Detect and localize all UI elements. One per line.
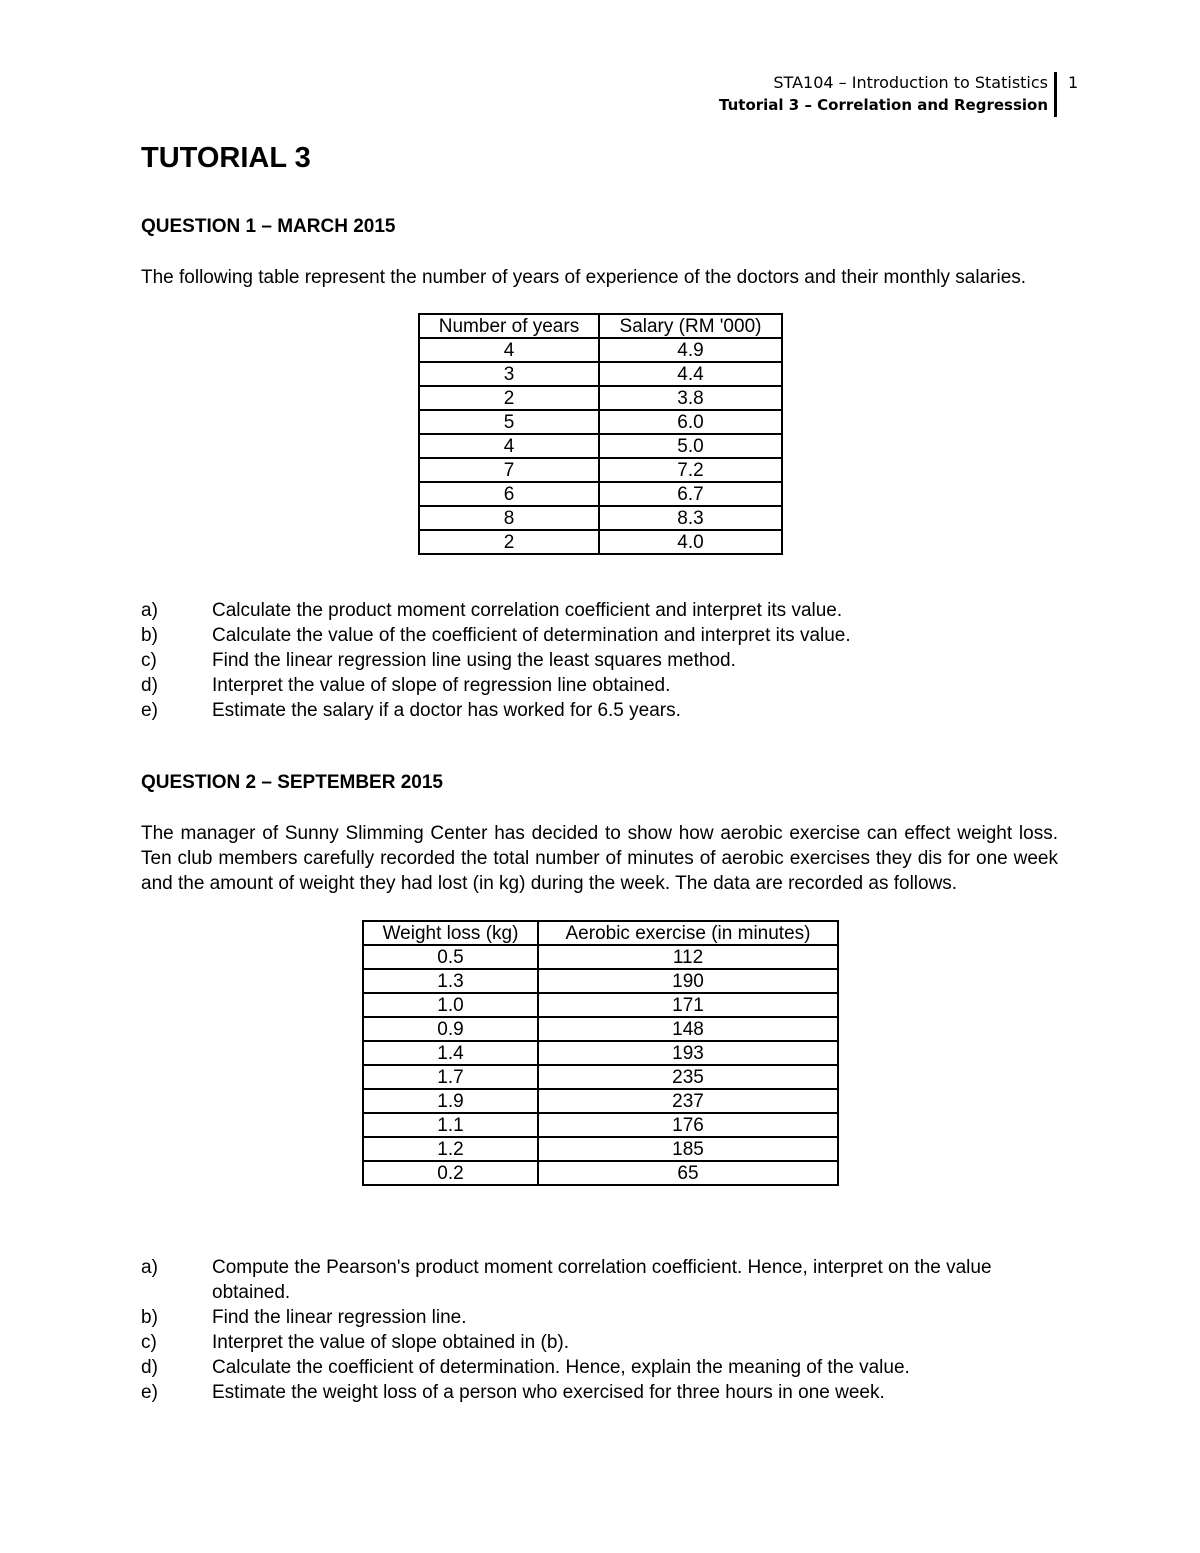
table-row: [419, 506, 782, 530]
question-1-intro: The following table represent the number of years of experience of the doctors and their monthly salaries.: [141, 267, 1027, 288]
column-header: Number of years: [419, 314, 599, 338]
table-cell: 2: [419, 386, 599, 410]
table-cell: 3.8: [599, 386, 782, 410]
table-row: [419, 530, 782, 554]
table-row: [419, 362, 782, 386]
list-item: [141, 698, 1058, 723]
table-row: [419, 386, 782, 410]
table-cell: 4: [419, 338, 599, 362]
item-label: b): [141, 1307, 158, 1328]
table-row: [363, 1089, 838, 1113]
item-label: b): [141, 625, 158, 646]
table-cell: 5: [419, 410, 599, 434]
item-text: Find the linear regression line using the least squares method.: [212, 650, 736, 671]
item-text: Interpret the value of slope of regression line obtained.: [212, 675, 671, 696]
header-course: STA104 – Introduction to Statistics: [773, 73, 1048, 92]
item-text: Estimate the weight loss of a person who exercised for three hours in one week.: [212, 1382, 885, 1403]
table-cell: 1.0: [363, 993, 538, 1017]
list-item: [141, 1305, 1058, 1330]
item-text: Calculate the coefficient of determination. Hence, explain the meaning of the value.: [212, 1357, 910, 1378]
table-cell: 193: [538, 1041, 838, 1065]
table-cell: 185: [538, 1137, 838, 1161]
table-cell: 4.0: [599, 530, 782, 554]
table-cell: 65: [538, 1161, 838, 1185]
table-cell: 1.2: [363, 1137, 538, 1161]
question-2-intro: The manager of Sunny Slimming Center has decided to show how aerobic exercise can effect weight loss. Ten club members carefully recorded the total number of minutes of aerobic exercises they dis for one week and the amount of weight they had lost (in kg) during the week. The data are recorded as follows.: [141, 823, 1058, 894]
item-label: c): [141, 650, 157, 671]
item-label: d): [141, 675, 158, 696]
table-cell: 112: [538, 945, 838, 969]
table-cell: 171: [538, 993, 838, 1017]
item-text: Calculate the value of the coefficient of determination and interpret its value.: [212, 625, 851, 646]
item-text: Interpret the value of slope obtained in (b).: [212, 1332, 570, 1353]
page-title: TUTORIAL 3: [141, 142, 311, 174]
header-divider: [1054, 72, 1057, 117]
table-cell: 237: [538, 1089, 838, 1113]
list-item: [141, 1330, 1058, 1355]
table-row: [419, 338, 782, 362]
table-cell: 148: [538, 1017, 838, 1041]
table-row: [419, 434, 782, 458]
header-subtitle: Tutorial 3 – Correlation and Regression: [719, 96, 1048, 114]
list-item: [141, 623, 1058, 648]
list-item: [141, 1255, 1058, 1305]
table-cell: 0.5: [363, 945, 538, 969]
question-2-heading: QUESTION 2 – SEPTEMBER 2015: [141, 772, 443, 793]
question-1-items: [141, 598, 1058, 723]
item-label: a): [141, 600, 158, 621]
list-item: [141, 648, 1058, 673]
column-header: Aerobic exercise (in minutes): [538, 921, 838, 945]
table-cell: 6: [419, 482, 599, 506]
table-cell: 190: [538, 969, 838, 993]
table-cell: 0.9: [363, 1017, 538, 1041]
list-item: [141, 1380, 1058, 1405]
table-row: [419, 482, 782, 506]
table-cell: 7: [419, 458, 599, 482]
table-cell: 1.7: [363, 1065, 538, 1089]
table-cell: 3: [419, 362, 599, 386]
table-cell: 2: [419, 530, 599, 554]
question-1-heading: QUESTION 1 – MARCH 2015: [141, 216, 396, 237]
table-cell: 4.4: [599, 362, 782, 386]
table-row: [363, 1065, 838, 1089]
table-cell: 1.3: [363, 969, 538, 993]
table-cell: 5.0: [599, 434, 782, 458]
table-cell: 4.9: [599, 338, 782, 362]
table-cell: 8: [419, 506, 599, 530]
table-cell: 235: [538, 1065, 838, 1089]
table-header-row: [419, 314, 782, 338]
table-row: [419, 458, 782, 482]
item-text: Find the linear regression line.: [212, 1307, 467, 1328]
list-item: [141, 673, 1058, 698]
table-row: [363, 1017, 838, 1041]
item-label: c): [141, 1332, 157, 1353]
question-1-table: [418, 313, 783, 555]
table-cell: 6.0: [599, 410, 782, 434]
table-header-row: [363, 921, 838, 945]
table-cell: 1.1: [363, 1113, 538, 1137]
table-row: [419, 410, 782, 434]
table-cell: 0.2: [363, 1161, 538, 1185]
page-number: 1: [1068, 73, 1079, 92]
question-2-items: [141, 1255, 1058, 1405]
table-row: [363, 969, 838, 993]
item-text: Compute the Pearson's product moment correlation coefficient. Hence, interpret on the value obtained.: [212, 1257, 992, 1303]
table-row: [363, 1041, 838, 1065]
item-text: Estimate the salary if a doctor has worked for 6.5 years.: [212, 700, 681, 721]
item-label: d): [141, 1357, 158, 1378]
list-item: [141, 1355, 1058, 1380]
table-cell: 4: [419, 434, 599, 458]
table-row: [363, 1113, 838, 1137]
table-cell: 8.3: [599, 506, 782, 530]
item-label: e): [141, 700, 158, 721]
item-label: e): [141, 1382, 158, 1403]
table-row: [363, 945, 838, 969]
column-header: Weight loss (kg): [363, 921, 538, 945]
table-row: [363, 1161, 838, 1185]
table-cell: 1.9: [363, 1089, 538, 1113]
table-row: [363, 993, 838, 1017]
table-row: [363, 1137, 838, 1161]
table-cell: 7.2: [599, 458, 782, 482]
table-cell: 1.4: [363, 1041, 538, 1065]
list-item: [141, 598, 1058, 623]
column-header: Salary (RM '000): [599, 314, 782, 338]
table-cell: 176: [538, 1113, 838, 1137]
table-cell: 6.7: [599, 482, 782, 506]
question-2-table: [362, 920, 839, 1186]
item-text: Calculate the product moment correlation coefficient and interpret its value.: [212, 600, 843, 621]
item-label: a): [141, 1257, 158, 1278]
